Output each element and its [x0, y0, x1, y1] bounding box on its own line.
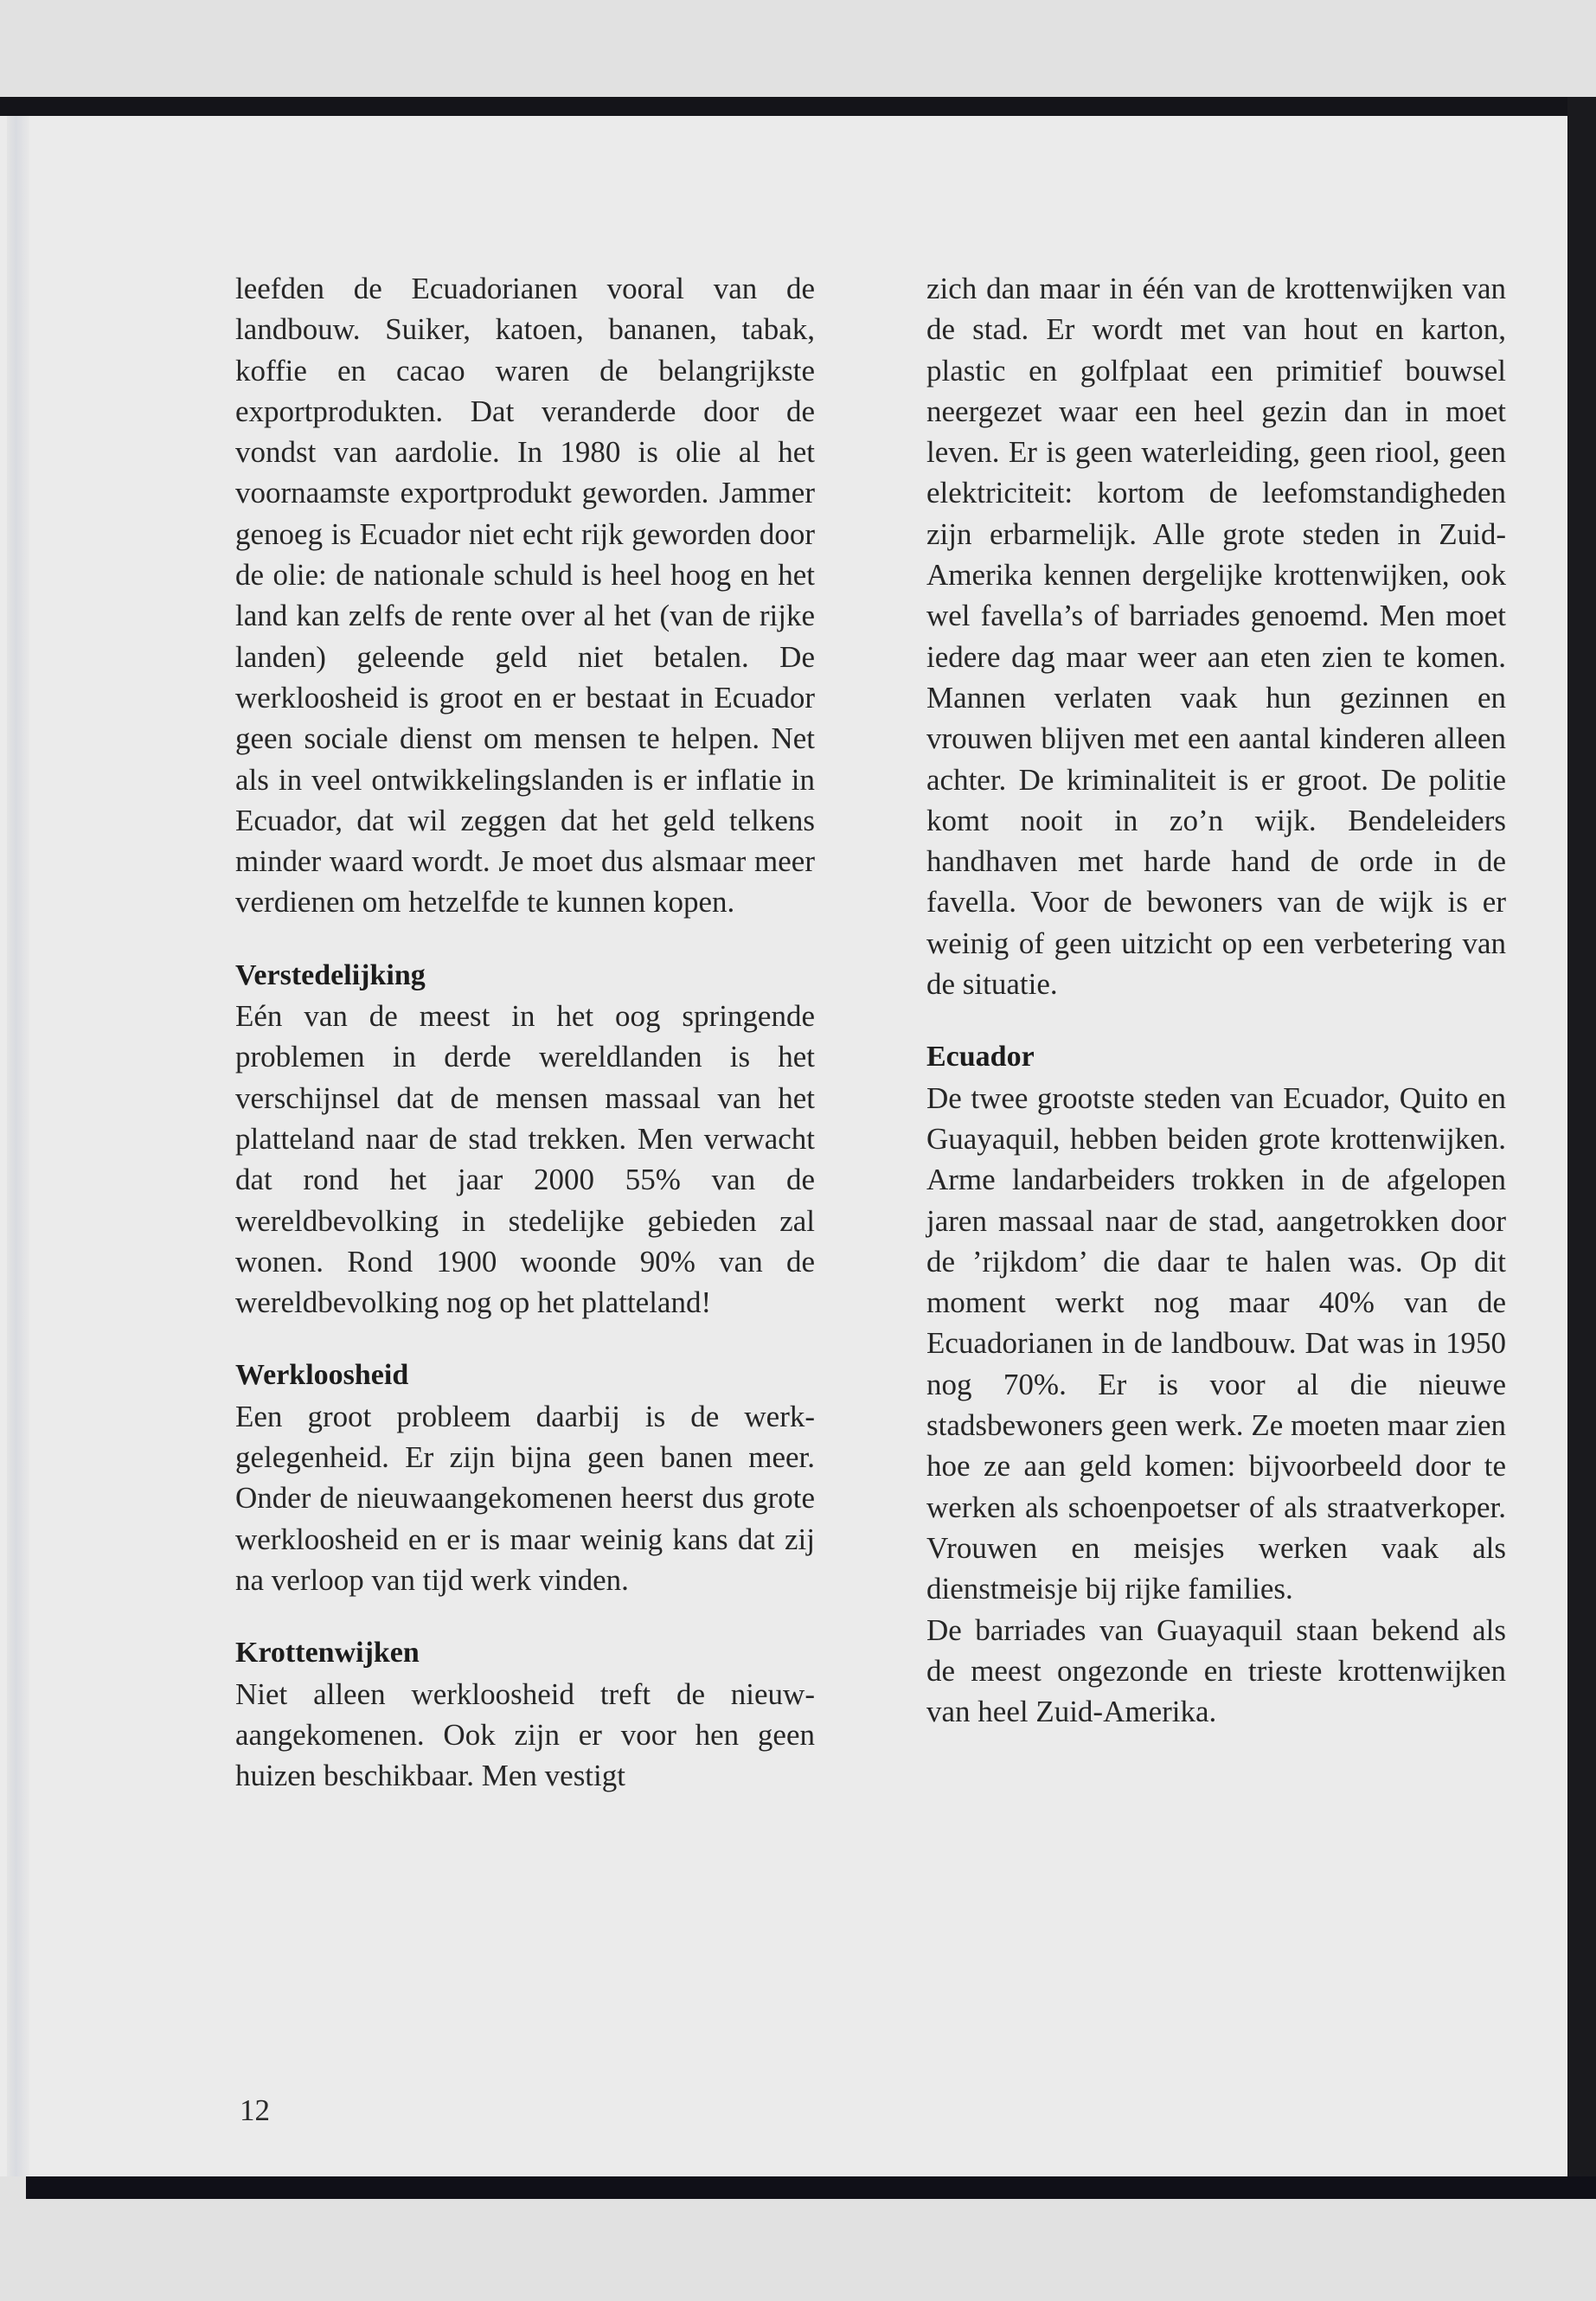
binding-edge — [7, 116, 29, 2176]
left-column — [235, 268, 815, 1796]
section-heading-ecuador: Ecuador — [926, 1041, 1035, 1074]
section-body-ecuador-continued: De barriades van Guayaquil staan bekend als de meest ongezonde en trieste krottenwijken van heel Zuid-Amerika. — [926, 1612, 1506, 1729]
continuation-paragraph: zich dan maar in één van de krottenwijken van de stad. Er wordt met van hout en karton, plastic en golfplaat een primitief bouwsel neergezet waar een heel gezin dan in moet leven. Er is geen waterleiding, geen riool, geen elektriciteit: kortom de leefomstandigheden zijn erbarmelijk. Alle grote steden in Zuid-Amerika kennen dergelijke krottenwijken, ook wel favella’s of barriades genoemd. Men moet iedere dag maar weer aan eten zien te komen. Mannen verlaten vaak hun gezinnen en vrouwen blijven met een aantal kinderen alleen achter. De kriminaliteit is er groot. De politie komt nooit in zo’n wijk. Bendeleiders handhaven met harde hand de orde in de favella. Voor de bewoners van de wijk is er weinig of geen uitzicht op een verbetering van de situatie. — [926, 272, 1506, 1002]
intro-paragraph: leefden de Ecuadorianen vooral van de landbouw. Suiker, katoen, bananen, tabak, koffie en cacao waren de belangrijkste exportprodukten. Dat veranderde door de vondst van aardolie. In 1980 is olie al het voornaamste exportprodukt geworden. Jammer genoeg is Ecuador niet echt rijk geworden door de olie: de nationale schuld is heel hoog en het land kan zelfs de rente over al het (van de rijke landen) geleende geld niet betalen. De werkloosheid is groot en er bestaat in Ecuador geen sociale dienst om mensen te helpen. Net als in veel ontwikkelingslanden is er inflatie in Ecuador, dat wil zeggen dat het geld telkens minder waard wordt. Je moet dus alsmaar meer verdienen om hetzelfde te kunnen kopen. — [235, 272, 815, 920]
book-spine — [1567, 97, 1596, 2199]
section-heading-krottenwijken: Krottenwijken — [235, 1637, 420, 1670]
right-column — [926, 268, 1506, 1732]
bottom-border — [26, 2176, 1596, 2199]
page-number: 12 — [240, 2093, 270, 2127]
section-body-werkloosheid: Een groot probleem daarbij is de werkgelegenheid. Er zijn bijna geen banen meer. Onder de nieuwaangekomenen heerst dus grote werkloosheid en er is maar weinig kans dat zij na verloop van tijd werk vinden. — [235, 1399, 815, 1597]
section-body-ecuador: De twee grootste steden van Ecuador, Quito en Guayaquil, hebben beiden grote krottenwijken. Arme landarbeiders trokken in de afgelopen jaren massaal naar de stad, aangetrokken door de ’rijkdom’ die daar te halen was. Op dit moment werkt nog maar 40% van de Ecuadorianen in de landbouw. Dat was in 1950 nog 70%. Er is voor al die nieuwe stadsbewoners geen werk. Ze moeten maar zien hoe ze aan geld komen: bijvoorbeeld door te werken als schoenpoetser of als straatverkoper. Vrouwen en meisjes werken vaak als dienstmeisje bij rijke families. — [926, 1080, 1506, 1606]
section-heading-verstedelijking: Verstedelijking — [235, 958, 426, 991]
section-heading-werkloosheid: Werkloosheid — [235, 1359, 409, 1392]
top-border — [0, 97, 1596, 116]
section-body-verstedelijking: Eén van de meest in het oog springende problemen in derde wereldlanden is het verschijnsel dat de mensen massaal van het platteland naar de stad trekken. Men verwacht dat rond het jaar 2000 55% van de wereldbevolking in stedelijke gebieden zal wonen. Rond 1900 woonde 90% van de wereldbevolking nog op het platteland! — [235, 999, 815, 1320]
section-body-krottenwijken: Niet alleen werkloosheid treft de nieuwaangekomenen. Ook zijn er voor hen geen huizen beschikbaar. Men vestigt — [235, 1676, 815, 1793]
